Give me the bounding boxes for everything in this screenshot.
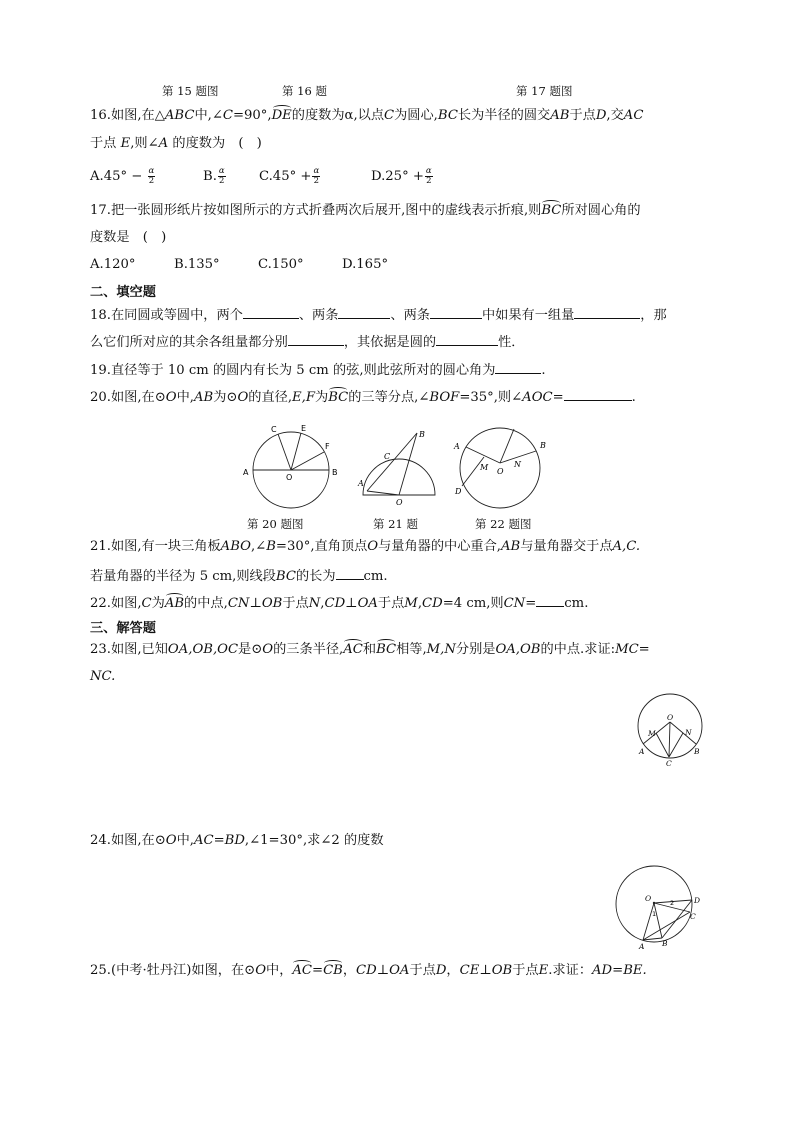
fig24-label-o: O <box>645 894 652 903</box>
blank <box>495 359 541 374</box>
fig22-label-b: B <box>540 441 546 450</box>
q20-line: 20.如图,在⊙O中,AB为⊙O的直径,E,F为BC的三等分点,∠BOF=35°,则∠AOC= . <box>90 386 636 407</box>
fig23-label-b: B <box>694 747 700 756</box>
q17-line2: 度数是 ( ) <box>90 230 167 245</box>
caption-fig22: 第 22 题图 <box>475 517 532 531</box>
q16-option-d: D.25° + $\frac{\alpha}{2}$ <box>371 166 432 186</box>
caption-fig15: 第 15 题图 <box>162 84 219 98</box>
blank <box>338 304 390 319</box>
fig23-label-m: M <box>648 729 656 738</box>
figure-24-circle <box>612 858 708 952</box>
fig24-label-b: B <box>662 939 668 948</box>
caption-fig17: 第 17 题图 <box>516 84 573 98</box>
caption-fig20: 第 20 题图 <box>247 517 304 531</box>
caption-fig16: 第 16 题 <box>282 84 327 98</box>
fig21-label-o: O <box>396 498 403 507</box>
q16-option-c: C.45° + $\frac{\alpha}{2}$ <box>259 166 320 186</box>
fig20-label-f: F <box>325 442 330 451</box>
fig22-label-a: A <box>454 442 460 451</box>
fig23-label-o: O <box>667 713 674 722</box>
q17-option-a: A.120° <box>90 257 136 272</box>
fig22-label-o: O <box>497 467 504 476</box>
q18-line2: 么它们所对应的其余各组量都分别 ，其依据是圆的 性． <box>90 331 525 352</box>
q16-line1: 16.如图,在△ABC中,∠C=90°,DE的度数为α,以点C为圆心,BC长为半径的圆交AB于点D,交AC <box>90 108 644 123</box>
fig20-label-e: E <box>301 424 307 433</box>
q16-line2: 于点 E,则∠A 的度数为 ( ) <box>90 136 262 151</box>
fig23-label-n: N <box>685 728 692 737</box>
q22-line: 22.如图,C为AB的中点,CN⊥OB于点N,CD⊥OA于点M,CD=4 cm,则CN= cm. <box>90 592 588 613</box>
blank <box>288 331 344 346</box>
q17-option-d: D.165° <box>342 257 389 272</box>
fig22-label-d: D <box>455 487 462 496</box>
blank <box>574 304 640 319</box>
caption-fig21: 第 21 题 <box>373 517 418 531</box>
blank <box>536 592 564 607</box>
q17-line1: 17.把一张圆形纸片按如图所示的方式折叠两次后展开,图中的虚线表示折痕,则BC所对圆心角的 <box>90 203 641 218</box>
fig20-label-a: A <box>243 468 249 477</box>
fig20-label-b: B <box>332 468 338 477</box>
figure-20-circle <box>238 420 348 514</box>
blank <box>336 565 364 580</box>
fig21-label-a: A <box>358 479 364 488</box>
q21-line2: 若量角器的半径为 5 cm,则线段BC的长为 cm. <box>90 565 388 586</box>
q19-line: 19.直径等于 10 cm 的圆内有长为 5 cm 的弦,则此弦所对的圆心角为 . <box>90 359 546 380</box>
fig20-label-c: C <box>271 425 277 434</box>
figure-21-protractor <box>355 425 440 509</box>
q23-line1: 23.如图,已知OA,OB,OC是⊙O的三条半径,AC和BC相等,M,N分别是OA,OB的中点.求证:MC= <box>90 642 650 657</box>
q18-line1: 18.在同圆或等圆中，两个 、两条 、两条 中如果有一组量 ，那 <box>90 304 667 325</box>
section-heading-fill-in: 二、填空题 <box>90 285 156 300</box>
blank <box>564 386 632 401</box>
fig21-label-b: B <box>419 430 425 439</box>
q25-line: 25.(中考·牡丹江)如图，在⊙O中，AC=CB，CD⊥OA于点D，CE⊥OB于点E.求证：AD=BE. <box>90 963 647 978</box>
fig23-label-c: C <box>666 759 672 768</box>
fig24-angle-2: 2 <box>670 899 675 907</box>
arc-de: DE <box>271 108 292 123</box>
fig24-angle-1: 1 <box>652 910 657 918</box>
figure-22-circle <box>452 420 552 514</box>
q24-line: 24.如图,在⊙O中,AC=BD,∠1=30°,求∠2 的度数 <box>90 833 384 848</box>
fig22-label-m: M <box>480 463 489 472</box>
q17-option-c: C.150° <box>258 257 304 272</box>
q16-option-a: A.45° − $\frac{\alpha}{2}$ <box>90 166 155 186</box>
fig23-label-a: A <box>639 747 645 756</box>
blank <box>243 304 299 319</box>
q17-option-b: B.135° <box>174 257 220 272</box>
fig24-label-a: A <box>639 942 645 951</box>
q21-line1: 21.如图,有一块三角板ABO,∠B=30°,直角顶点O与量角器的中心重合,AB与量角器交于点A,C. <box>90 539 641 554</box>
fig22-label-n: N <box>514 460 521 469</box>
blank <box>436 331 498 346</box>
blank <box>430 304 482 319</box>
section-heading-solve: 三、解答题 <box>90 621 156 636</box>
fig24-label-c: C <box>690 912 696 921</box>
fig24-label-d: D <box>694 896 701 905</box>
q16-option-b: B. $\frac{\alpha}{2}$ <box>203 166 225 186</box>
fig21-label-c: C <box>384 452 391 461</box>
q23-line2: NC. <box>90 669 116 684</box>
figure-23-circle <box>634 686 708 768</box>
fig20-label-o: O <box>286 473 293 482</box>
